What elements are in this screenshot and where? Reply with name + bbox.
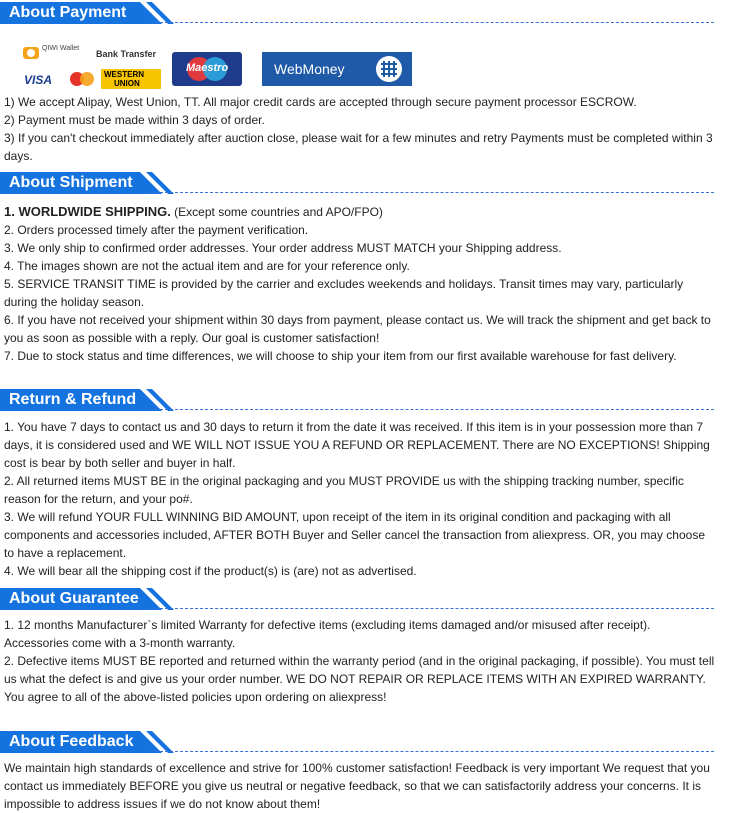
payment-line: 3) If you can't checkout immediately after auction close, please wait for a few minutes and retry Payments must be completed within 3 days. xyxy=(4,131,713,163)
section-title: About Guarantee xyxy=(9,590,139,607)
shipment-line: 7. Due to stock status and time differences, we will choose to ship your item from our first available warehouse for fast delivery. xyxy=(4,349,677,363)
shipment-line: 2. Orders processed timely after the payment verification. xyxy=(4,223,309,237)
union-label: UNION xyxy=(114,79,140,88)
guarantee-line: 1. 12 months Manufacturer`s limited Warranty for defective items (excluding items damaged and/or misused after receipt). Accessories come with a 3-month warranty. xyxy=(4,618,651,650)
guarantee-text xyxy=(4,616,716,706)
feedback-header xyxy=(0,731,750,753)
feedback-line: We maintain high standards of excellence and strive for 100% customer satisfaction! Feedback is very important We request that you contact us immediately BEFORE you give us neutral or negative feedback, so that we can satisfactorily address your concerns. It is impossible to address issues if we do not know about them! xyxy=(4,761,710,811)
section-title: About Feedback xyxy=(9,733,134,750)
payment-line: 1) We accept Alipay, West Union, TT. All major credit cards are accepted through secure payment processor ESCROW. xyxy=(4,95,637,109)
western-union-logo xyxy=(101,69,161,89)
worldwide-shipping-label: 1. WORLDWIDE SHIPPING. xyxy=(4,204,171,219)
maestro-label: Maestro xyxy=(186,62,229,74)
dotted-divider xyxy=(150,409,714,410)
webmoney-label: WebMoney xyxy=(274,61,345,77)
shipment-line: 3. We only ship to confirmed order addresses. Your order address MUST MATCH your Shipping address. xyxy=(4,241,562,255)
webmoney-logo xyxy=(262,52,412,86)
bank-transfer-label: Bank Transfer xyxy=(96,49,157,59)
shipment-line: 4. The images shown are not the actual item and are for your reference only. xyxy=(4,259,410,273)
feedback-text xyxy=(4,759,716,813)
payment-header xyxy=(0,2,750,24)
western-label: WESTERN xyxy=(104,70,144,79)
worldwide-shipping-note: (Except some countries and APO/FPO) xyxy=(170,205,383,219)
qiwi-wallet-logo xyxy=(22,44,82,64)
guarantee-header xyxy=(0,588,750,610)
refund-line: 3. We will refund YOUR FULL WINNING BID AMOUNT, upon receipt of the item in its original condition and packaging with all components and accessories included, AFTER BOTH Buyer and Seller cancel the transaction from aliexpress. OR, you may choose to have a replacement. xyxy=(4,510,705,560)
dotted-divider xyxy=(150,751,714,752)
refund-line: 4. We will bear all the shipping cost if the product(s) is (are) not as advertised. xyxy=(4,564,417,578)
section-title: About Shipment xyxy=(9,174,133,191)
shipment-text xyxy=(4,203,716,365)
maestro-logo xyxy=(172,52,242,86)
dotted-divider xyxy=(150,22,714,23)
refund-line: 2. All returned items MUST BE in the original packaging and you MUST PROVIDE us with the shipping tracking number, specific reason for the return, and your po#. xyxy=(4,474,684,506)
guarantee-line: 2. Defective items MUST BE reported and returned within the warranty period (and in the original packaging, if possible). You must tell us what the defect is and give us your order number. WE DO NOT REPAIR OR REPLACE ITEMS WITH AN EXPIRED WARRANTY. xyxy=(4,654,715,686)
refund-text xyxy=(4,418,716,580)
visa-label: VISA xyxy=(24,73,53,87)
payment-text xyxy=(4,93,716,165)
bank-transfer-logo xyxy=(96,44,166,58)
refund-header xyxy=(0,389,750,411)
qiwi-label: QIWI Wallet xyxy=(42,45,80,52)
guarantee-line: You agree to all of the above-listed policies upon ordering on aliexpress! xyxy=(4,690,387,704)
section-title: Return & Refund xyxy=(9,391,137,408)
mastercard-logo xyxy=(66,71,98,87)
shipment-line xyxy=(4,203,716,221)
payment-line: 2) Payment must be made within 3 days of order. xyxy=(4,113,265,127)
dotted-divider xyxy=(150,192,714,193)
dotted-divider xyxy=(150,608,714,609)
shipment-line: 5. SERVICE TRANSIT TIME is provided by the carrier and excludes weekends and holidays. Transit times may vary, particularly during the holiday season. xyxy=(4,277,684,309)
section-title: About Payment xyxy=(9,4,127,21)
shipment-line: 6. If you have not received your shipment within 30 days from payment, please contact us. We will track the shipment and get back to you as soon as possible with a reply. Our goal is customer satisfaction! xyxy=(4,313,711,345)
visa-logo xyxy=(24,71,64,87)
refund-line: 1. You have 7 days to contact us and 30 days to return it from the date it was received. If this item is in your possession more than 7 days, it is considered used and WE WILL NOT ISSUE YOU A REFUND OR REPLACEMENT. There are NO EXCEPTIONS! Shipping cost is bear by both seller and buyer in half. xyxy=(4,420,710,470)
shipment-header xyxy=(0,172,750,194)
